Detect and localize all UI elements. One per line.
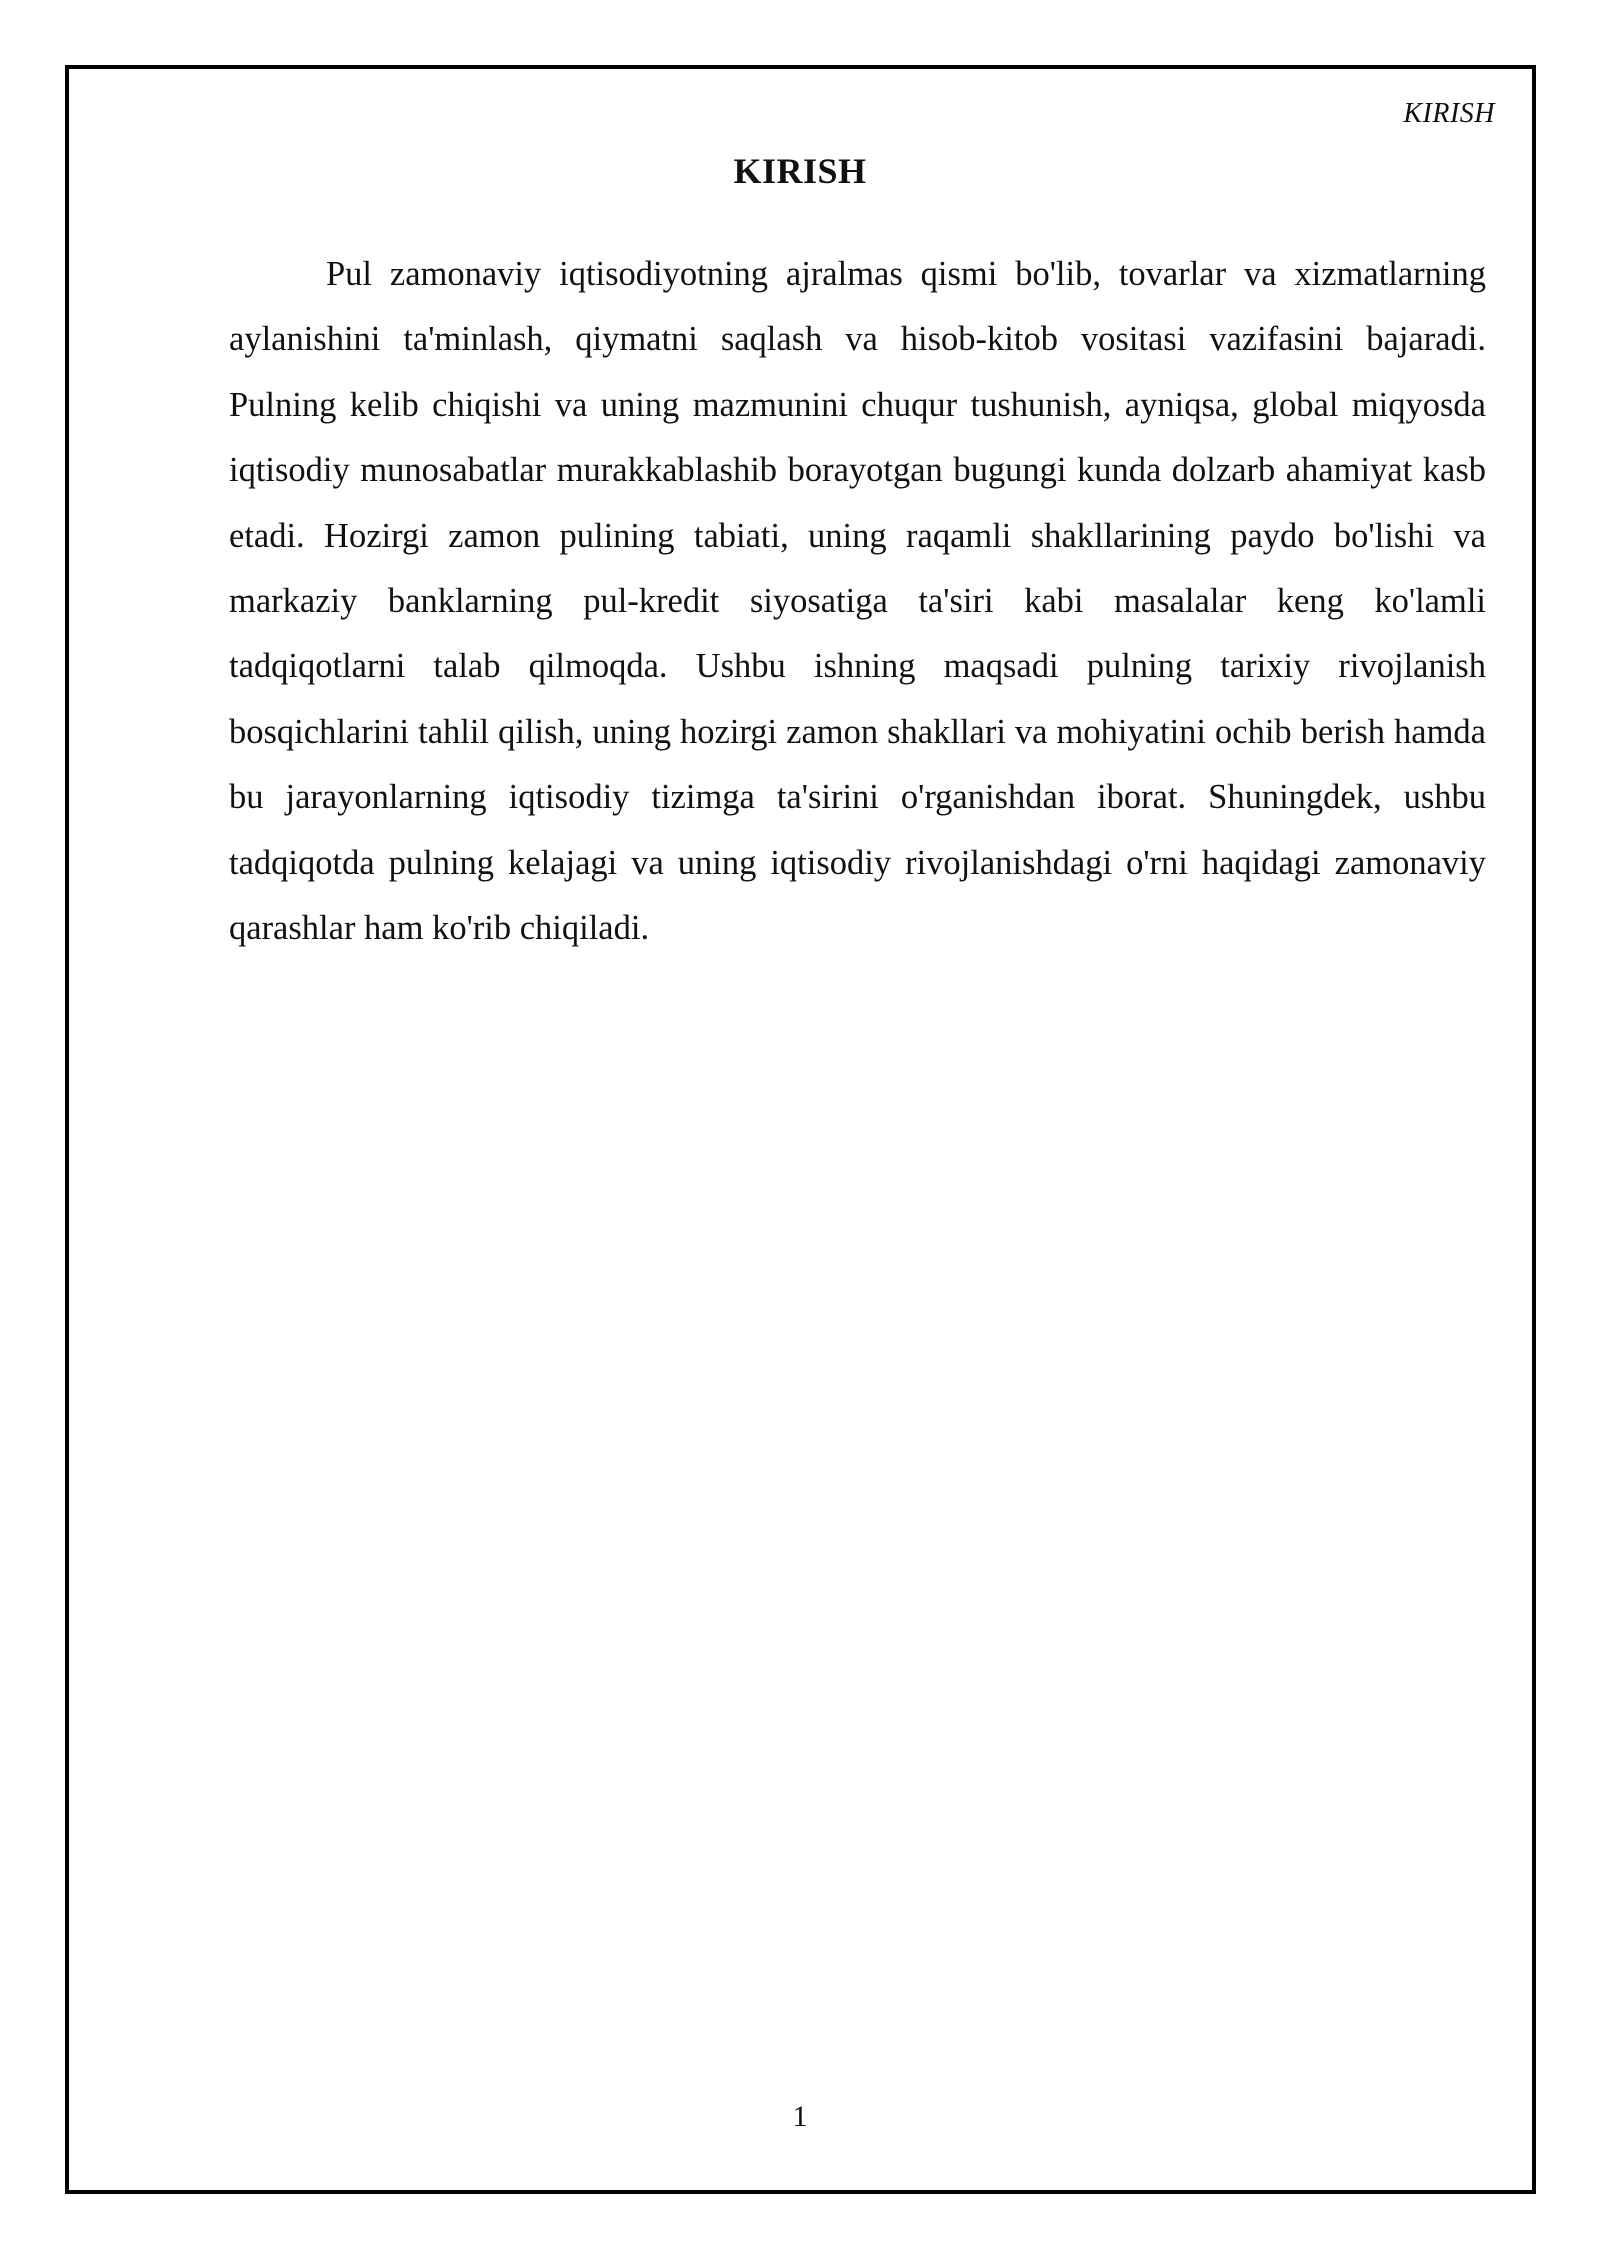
page-number: 1 xyxy=(792,2100,808,2133)
running-header: KIRISH xyxy=(1403,98,1495,129)
body-paragraph: Pul zamonaviy iqtisodiyotning ajralmas qismi bo'lib, tovarlar va xizmatlarning aylanishini ta'minlash, qiymatni saqlash va hisob-kitob vositasi vazifasini bajaradi. Pulning kelib chiqishi va uning mazmunini chuqur tushunish, ayniqsa, global miqyosda iqtisodiy munosabatlar murakkablashib borayotgan bugungi kunda dolzarb ahamiyat kasb etadi. Hozirgi zamon pulining tabiati, uning raqamli shakllarining paydo bo'lishi va markaziy banklarning pul-kredit siyosatiga ta'siri kabi masalalar keng ko'lamli tadqiqotlarni talab qilmoqda. Ushbu ishning maqsadi pulning tarixiy rivojlanish bosqichlarini tahlil qilish, uning hozirgi zamon shakllari va mohiyatini ochib berish hamda bu jarayonlarning iqtisodiy tizimga ta'sirini o'rganishdan iborat. Shuningdek, ushbu tadqiqotda pulning kelajagi va uning iqtisodiy rivojlanishdagi o'rni haqidagi zamonaviy qarashlar ham ko'rib chiqiladi. xyxy=(229,255,1486,948)
page-title: KIRISH xyxy=(733,151,867,191)
